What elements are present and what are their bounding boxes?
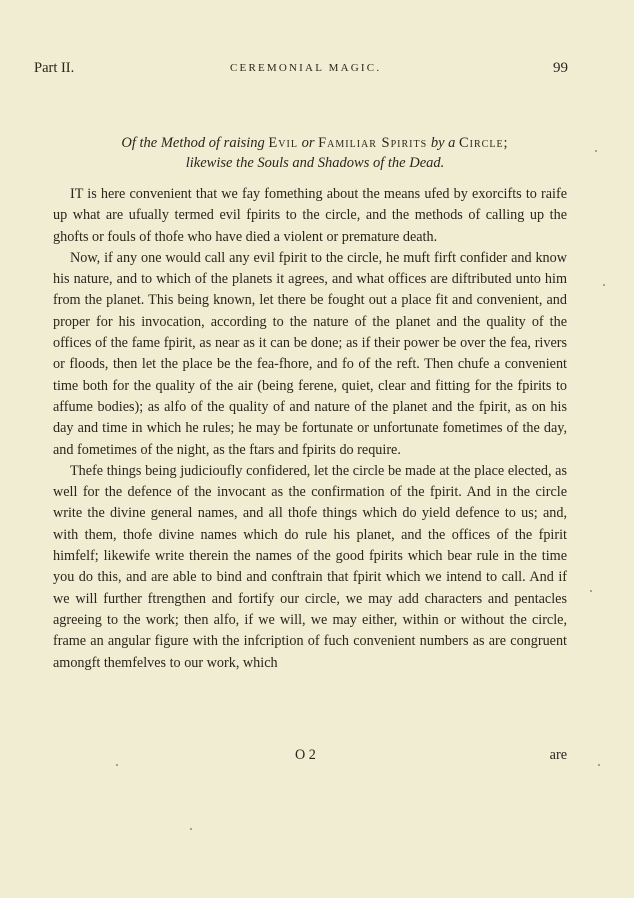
paragraph-3: Thefe things being judicioufly confidered, let the circle be made at the place elected, as well for the defence of the invocant as the confirmation of the fpirit. And in the circle write the divine general names, and all thofe things which do yield defence to us; and, with them, thofe divine names which do rule his planet, and the offices of the fpirit himfelf; likewife write therein the names of the good fpirits which bear rule in the time you do this, and are able to bind and conftrain that fpirit which we intend to call. And if we will further ftrengthen and fortify our circle, we may add characters and pentacles agreeing to the work; then alfo, if we will, we may either, within or without the circle, frame an angular figure with the infcription of fuch convenient numbers as are congruent amongft themfelves to our work, which <box>53 462 567 671</box>
heading-italic-a: Of the Method of raising <box>121 135 265 151</box>
page-footer <box>53 747 567 767</box>
paper-speck <box>116 764 118 766</box>
paper-speck <box>595 150 597 152</box>
heading-italic-b: or <box>301 135 315 151</box>
running-header <box>34 60 568 82</box>
paragraph-1: IT is here convenient that we fay fomething about the means ufed by exorcifts to raife up what are ufually termed evil fpirits to the circle, and the methods of calling up the ghofts or fouls of thofe who have died a violent or premature death. <box>53 186 567 245</box>
paper-speck <box>190 828 192 830</box>
heading-line-2: likewise the Souls and Shadows of the Dead. <box>185 155 445 171</box>
heading-line-1 <box>50 133 580 153</box>
paper-speck <box>603 284 605 286</box>
paper-speck <box>590 590 592 592</box>
running-title: CEREMONIAL MAGIC. <box>230 62 382 74</box>
section-heading <box>50 133 580 173</box>
part-label: Part II. <box>34 60 75 76</box>
catchword: are <box>549 747 567 763</box>
signature-mark: O 2 <box>295 747 316 763</box>
page-number: 99 <box>553 60 568 76</box>
body-text <box>53 184 567 674</box>
paper-speck <box>598 764 600 766</box>
paragraph-2: Now, if any one would call any evil fpirit to the circle, he muft firft confider and know his nature, and to which of the planets it agrees, and what offices are diftributed unto him from the planet. This being known, let there be fought out a place fit and convenient, and proper for his invocation, according to the nature of the planet and the quality of the offices of the fame fpirit, as near as it can be done; as if their power be over the fea, rivers or floods, then let the place be the fea-fhore, and fo of the reft. Then chufe a convenient time both for the quality of the air (being ferene, quiet, clear and fitting for the fpirits to affume bodies); as alfo of the quality of and nature of the planet and the fpirit, as on his day and time in which he rules; he may be fortunate or unfortunate fometimes of the day, and fometimes of the night, as the ftars and fpirits do require. <box>53 249 567 458</box>
heading-caps-b: Familiar Spirits <box>318 135 428 151</box>
heading-caps-c: Circle; <box>459 135 509 151</box>
heading-italic-c: by a <box>430 135 456 151</box>
heading-caps-a: Evil <box>268 135 298 151</box>
